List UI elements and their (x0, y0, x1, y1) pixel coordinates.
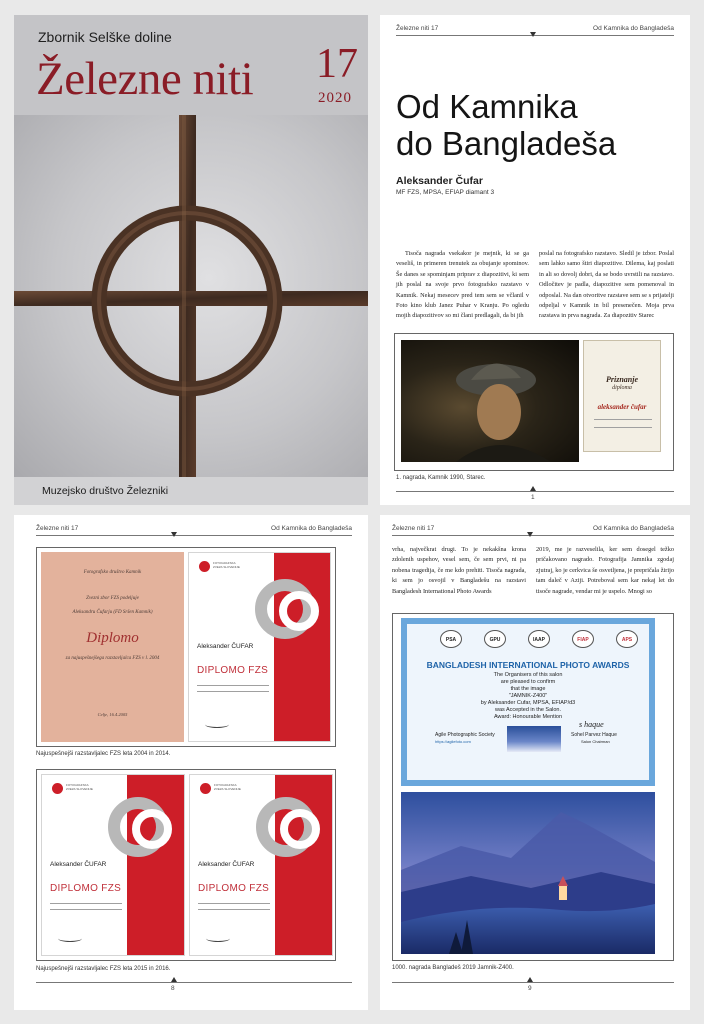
figure-caption: Najuspešnejši razstavljalec FZS leta 2004 in 2014. (36, 751, 171, 757)
page-number: 8 (171, 985, 175, 992)
paragraph: vrha, največkrat drugi. To je nekakšna krona zdolenih uspehov, vesel sem, če sem prvi, ni pa nobena tragedija, če me kdo prehiti. Tisoča nagrada, ki sem jo osvojil v Bangladešu na razstavi Bangladesh International Photo Awards (392, 546, 526, 595)
cert-line: that the image (510, 686, 546, 692)
cert-recipient: by Aleksander Cufar, MPSA, EFIAP/d3 (480, 700, 576, 706)
text-column-2 (539, 249, 674, 322)
signature (205, 721, 229, 728)
logo-aps: APS (616, 630, 638, 648)
cover-title: Železne niti (36, 53, 254, 105)
page-number: 9 (528, 985, 532, 992)
cert-signature: s haque (579, 720, 604, 729)
fzs-logo (200, 783, 211, 794)
text-line (197, 685, 269, 686)
text-line (198, 909, 270, 910)
page-1 (380, 15, 690, 505)
bangladesh-certificate (401, 618, 655, 786)
running-header-right: Od Kamnika do Bangladeša (271, 525, 352, 532)
footer-rule (36, 982, 352, 983)
jamnik-landscape (401, 792, 655, 954)
cert-signer: Sohel Parvez Haque (571, 732, 617, 738)
signature (206, 935, 230, 942)
cert-line: The Organisers of this salon (493, 672, 563, 678)
recipient-name: Aleksander ČUFAR (197, 643, 254, 650)
cert-line: are pleased to confirm (500, 679, 556, 685)
text-line (198, 903, 270, 904)
author-name: Aleksander Čufar (396, 175, 483, 187)
recipient-name: Aleksander ČUFAR (50, 861, 107, 868)
text-line (197, 691, 269, 692)
cert-subheading: diploma (612, 385, 632, 391)
diploma-fzs-2015 (41, 774, 185, 956)
cert-signer-role: Salon Chairman (581, 739, 610, 744)
header-marker (171, 532, 177, 537)
signature (58, 935, 82, 942)
diploma-date: Celje, 16.4.2005 (97, 712, 128, 717)
article-title-line2: do Bangladeša (396, 125, 617, 162)
fzs-logo (199, 561, 210, 572)
old-man-portrait (401, 340, 579, 462)
iron-cross-graphic (14, 115, 368, 477)
header-rule (392, 535, 674, 536)
header-marker (530, 32, 536, 37)
diploma-title: DIPLOMO FZS (50, 883, 122, 894)
figure-caption: 1000. nagrada Bangladeš 2019 Jamnik-Z400. (392, 965, 514, 971)
magazine-cover (14, 15, 368, 505)
text-line (50, 909, 122, 910)
paragraph: poslal na fotografsko razstavo. Sledil je izbor. Poslal sem lahko samo štiri diapozitive. Dilema, kaj poslati in ali so dovolj dobri, da se bodo uvrstili na razstavo. Odločitev je padla, diapozitive sem pomenoval in odposlal. Na dan otvoritve razstave sem se s prijatelji odpeljal v Kamnik in bil presenečen. Moja prva razstava in prva nagrada. Za diapozitiv Starec (539, 250, 674, 320)
running-header-right: Od Kamnika do Bangladeša (593, 25, 674, 32)
figure-frame (392, 613, 674, 961)
cover-subtitle: Zbornik Selške doline (38, 29, 172, 45)
fzs-emblem-inner (280, 809, 320, 849)
cert-heading: Priznanje (605, 375, 638, 384)
diploma-line: za najuspešnejšega razstavljalca FZS v l. 2004 (65, 656, 160, 661)
cover-year: 2020 (318, 90, 352, 106)
logo-iaap: IAAP (528, 630, 550, 648)
logo-fiap: FIAP (572, 630, 594, 648)
diploma-fzs-2014 (188, 552, 331, 742)
figure-caption: Najuspešnejši razstavljalec FZS leta 2015 in 2016. (36, 966, 171, 972)
cert-thumbnail (507, 726, 561, 752)
diploma-fzs-2016 (189, 774, 333, 956)
cert-line: was Accepted in the Salon. (494, 707, 562, 713)
article-title-line1: Od Kamnika (396, 88, 578, 125)
figure-frame (36, 769, 336, 961)
fzs-logo (52, 783, 63, 794)
diploma-recipient: Aleksandru Čufarju (FD Sršen Kamnik) (72, 610, 153, 615)
running-header-left: Železne niti 17 (396, 25, 439, 32)
paragraph: 2019, me je razveselila, ker sem dosegel težko pričakovano nagrado. Fotografija Jamnika zgodaj zjutraj, ko je cerkvica še osvetljena, je prepričala žirijo tam daleč v Aziji. Potreboval sem kar nekaj let do tisoče nagrade, vendar mi je uspelo. Mnogi so (536, 546, 674, 595)
cover-photo-iron-cross (14, 115, 368, 477)
text-line (50, 903, 122, 904)
fzs-emblem-inner (279, 591, 319, 631)
text-column-1 (392, 545, 526, 597)
diploma-title: DIPLOMO FZS (198, 883, 270, 894)
logo-gpu: GPU (484, 630, 506, 648)
header-marker (527, 532, 533, 537)
page-number: 1 (531, 494, 535, 501)
fzs-org-label: FOTOGRAFSKA ZVEZA SLOVENIJE (214, 783, 241, 791)
figure-frame (36, 547, 336, 747)
running-header-right: Od Kamnika do Bangladeša (593, 525, 674, 532)
diploma-title: DIPLOMO FZS (197, 665, 269, 676)
cert-line (594, 427, 652, 428)
diploma-issuer: Fotografsko društvo Kamnik (83, 570, 142, 575)
diploma-line: Zvezni zbor FZS podeljuje (86, 596, 139, 601)
fzs-emblem-inner (132, 809, 172, 849)
cert-image-title: "JAMNIK-Z400" (508, 693, 548, 699)
footer-rule (392, 982, 674, 983)
paragraph: Tisoča nagrada vsekakor je mejnik, ki se ga veseliš, in primeren trenutek za obujanje spominov. Še danes se spominjam priprav z diapozitivi, ki sem jih poslal na svoje prvo fotografsko razstavo v Kamnik. Nekaj mesecev pred tem sem se včlanil v Foto kino klub Janez Puhar v Kranju. Po ogledu mojih diapozitivov so mi člani predlagali, da bi jih (396, 250, 529, 320)
cover-issue-number: 17 (316, 41, 358, 87)
running-header-left: Železne niti 17 (36, 525, 79, 532)
cover-header (14, 15, 368, 115)
running-header-left: Železne niti 17 (392, 525, 435, 532)
fzs-org-label: FOTOGRAFSKA ZVEZA SLOVENIJE (213, 561, 240, 569)
page-8 (14, 515, 368, 1010)
fzs-org-label: FOTOGRAFSKA ZVEZA SLOVENIJE (66, 783, 93, 791)
recipient-name: Aleksander ČUFAR (198, 861, 255, 868)
cert-title: BANGLADESH INTERNATIONAL PHOTO AWARDS (426, 660, 630, 670)
footer-rule (396, 491, 674, 492)
diploma-fzs-2004 (41, 552, 184, 742)
author-titles: MF FZS, MPSA, EFIAP diamant 3 (396, 189, 495, 196)
cert-recipient: aleksander čufar (597, 403, 647, 411)
diploma-title: Diplomo (86, 630, 139, 646)
photo-jamnik-z400 (401, 792, 655, 954)
diploma-kamnik-1990 (583, 340, 661, 452)
figure-caption: 1. nagrada, Kamnik 1990, Starec. (396, 475, 486, 481)
text-column-1 (396, 249, 529, 322)
cover-publisher: Muzejsko društvo Železniki (42, 485, 169, 497)
header-rule (36, 535, 352, 536)
photo-starec (401, 340, 579, 462)
text-column-2 (536, 545, 674, 597)
cert-line (594, 419, 652, 420)
article-title (396, 88, 616, 162)
cert-award: Award: Honourable Mention (493, 714, 563, 720)
logo-psa: PSA (440, 630, 462, 648)
figure-frame (394, 333, 674, 471)
cert-society: Agile Photographic Society (435, 732, 495, 738)
page-9 (380, 515, 690, 1010)
cert-society-url: https://agilefoto.com (435, 739, 471, 744)
